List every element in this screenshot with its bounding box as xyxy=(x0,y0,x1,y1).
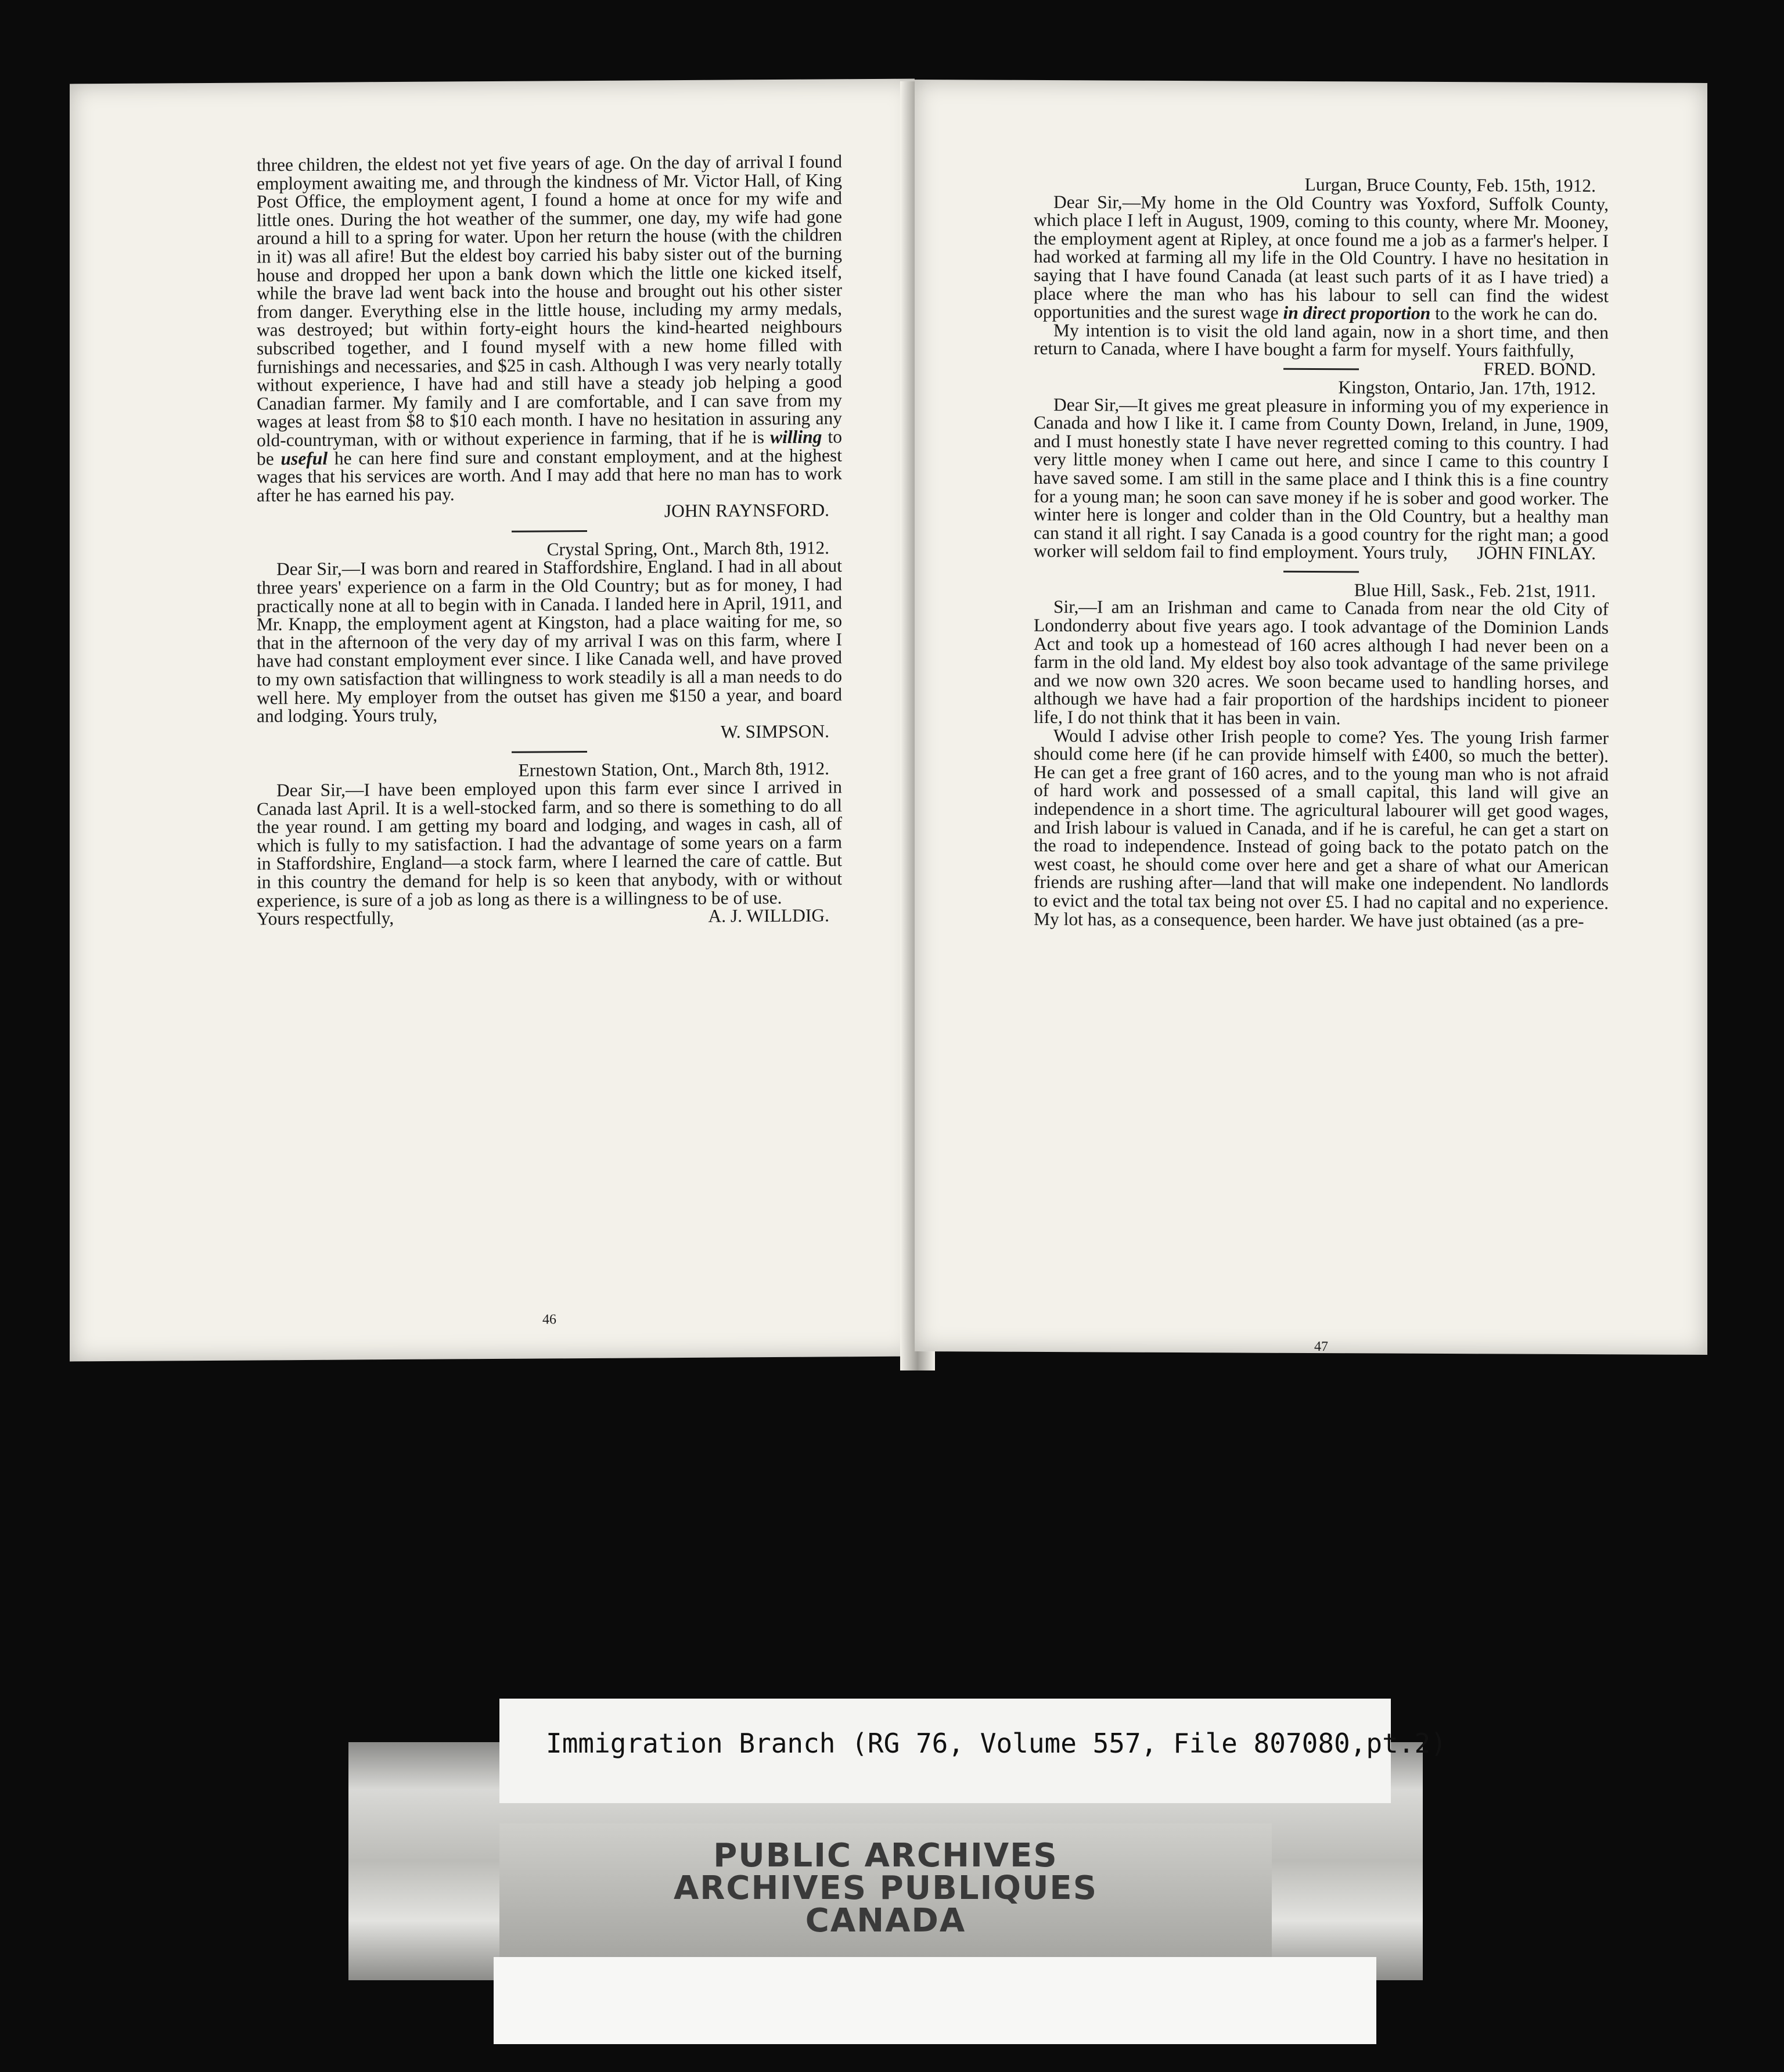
closing-phrase: Yours respectfully, xyxy=(257,908,394,929)
finlay-letter-body: Dear Sir,—It gives me great pleasure in informing you of my experience in Canada and how I like it. I came from County Down, Ireland, in June, 1909, and I must honestly state I have never regretted coming to this country. I had very little money when I came out here, and since I came to this country I have saved some. I am still in the same place and I think this is a fine country for a young man; he soon can save money if he is sober and good worker. The winter here is longer and colder than in the Old Country, but a healthy man can stand it all right. I say Canada is a good country for the right man; a good worker will seldom fail to find employment. Yours truly, JOHN FINLAY. xyxy=(1034,394,1609,564)
signature-raynsford: JOHN RAYNSFORD. xyxy=(664,499,829,521)
dateline-crystal-spring: Crystal Spring, Ont., March 8th, 1912. xyxy=(546,537,829,560)
stamp-line-1: PUBLIC ARCHIVES xyxy=(713,1837,1058,1875)
simpson-letter-body: Dear Sir,—I was born and reared in Staffordshire, England. I had in all about three years' experience on a farm in the Old Country; but as for money, I had practically none at all to begin with in Canada. I landed here in April, 1911, and Mr. Knapp, the employment agent at Kingston, had a place waiting for me, so that in the afternoon of the very day of my arrival I was on this farm, where I have had constant employment ever since. I like Canada well, and have proved to my own satisfaction that willingness to work steadily is all a man needs to do well here. My employer from the outset has given me $150 a year, and board and lodging. Yours truly, xyxy=(257,555,842,726)
open-book xyxy=(70,81,1707,1359)
irishman-letter-continued: Would I advise other Irish people to come? Yes. The young Irish farmer should come here (if he can provide himself with £400, so much the better). He can get a free grant of 160 acres, and to the young man who is not afraid of hard work and possessed of a small capital, this land will give an independence in a short time. The agricultural labourer will get good wages, and Irish labour is valued in Canada, and if he is careful, he can get a start on the road to independence. Instead of going back to the potato patch on the west coast, he should come over here and get a share of what our American friends are rushing after—land that will make one independent. No landlords to evict and the total tax being not over £5. I had no capital and no experience. My lot has, as a consequence, been harder. We have just obtained (as a pre- xyxy=(1034,725,1609,931)
irishman-letter-body: Sir,—I am an Irishman and came to Canada from near the old City of Londonderry about five years ago. I took advantage of the Dominion Lands Act and took up a homestead of 160 acres although I had never been on a farm in the old land. My eldest boy also took advantage of the same privilege and we now own 320 acres. We soon became used to handling horses, and although we have had a fair proportion of the hardships incident to pioneer life, I do not think that it has been in vain. xyxy=(1034,596,1609,729)
archive-reference-text: Immigration Branch (RG 76, Volume 557, File 807080,pt.2) xyxy=(546,1728,1447,1759)
signature-willdig: A. J. WILLDIG. xyxy=(708,905,829,926)
divider xyxy=(512,530,587,533)
signature-finlay: JOHN FINLAY. xyxy=(1477,542,1596,564)
divider xyxy=(1283,368,1359,370)
signature-bond: FRED. BOND. xyxy=(1483,358,1596,380)
page-number-left: 46 xyxy=(542,1312,556,1328)
left-page xyxy=(70,79,915,1362)
dateline-kingston: Kingston, Ontario, Jan. 17th, 1912. xyxy=(1338,377,1596,399)
signature-simpson: W. SIMPSON. xyxy=(720,721,829,742)
bond-letter-body: Dear Sir,—My home in the Old Country was Yoxford, Suffolk County, which place I left in August, 1909, coming to this county, where Mr. Mooney, the employment agent at Ripley, at once found me a job as a farmer's helper. I had worked at farming all my life in the Old Country. I have no hesitation in saying that I have found Canada (at least such parts of it as I have tried) a place where the man who has his labour to sell can find the widest opportunities and the surest wage in direct proportion to the work he can do. xyxy=(1034,191,1609,325)
divider xyxy=(1283,571,1359,573)
emphasis-direct-proportion: in direct proportion xyxy=(1283,302,1431,324)
dateline-lurgan: Lurgan, Bruce County, Feb. 15th, 1912. xyxy=(1304,174,1596,196)
stamp-line-2: ARCHIVES PUBLIQUES xyxy=(673,1869,1098,1907)
dateline-blue-hill: Blue Hill, Sask., Feb. 21st, 1911. xyxy=(1354,580,1596,602)
divider xyxy=(512,751,587,753)
blank-card xyxy=(494,1957,1376,2044)
raynsford-letter-body: three children, the eldest not yet five years of age. On the day of arrival I found employment awaiting me, and through the kindness of Mr. Victor Hall, of King Post Office, the employment agent, I found a home at once for my wife and little ones. During the hot weather of the summer, one day, my wife had gone around a hill to a spring for water. Upon her return the house (with the children in it) was all afire! But the eldest boy carried his baby sister out of the burning house and dropped her upon a bank down which the little one kicked itself, while the brave lad went back into the house and brought out his other sister from danger. Everything else in the little house, including my army medals, was destroyed; but within forty-eight hours the kind-hearted neighbours subscribed together, and I found myself with a new home filled with furnishings and necessaries, and $25 in cash. Although I was very nearly totally without experience, I have had and still have a steady job helping a good Canadian farmer. My family and I are comfortable, and I can save from my wages at least from $8 to $10 each month. I have no hesitation in assuring any old-countryman, with or without experience in farming, that if he is willing to be useful he can here find sure and constant employment, and at the highest wages that his services are worth. And I may add that here no man has to work after he has earned his pay. xyxy=(257,151,843,506)
page-number-right: 47 xyxy=(1314,1339,1328,1355)
dateline-ernestown: Ernestown Station, Ont., March 8th, 1912. xyxy=(518,758,829,781)
archive-reference-label xyxy=(499,1699,1447,1803)
willdig-letter-body: Dear Sir,—I have been employed upon this farm ever since I arrived in Canada last April. It is a well-stocked farm, and so there is something to do all the year round. I am getting my board and lodging, and wages in cash, all of which is fully to my satisfaction. I had the advantage of some years on a farm in Staffordshire, England—a stock farm, where I learned the care of cattle. But in this country the demand for help is so keen that anybody, with or without experience, is sure of a job as long as there is a willingness to be of use. xyxy=(257,776,842,911)
emphasis-useful: useful xyxy=(280,448,328,469)
right-page xyxy=(915,80,1707,1355)
emphasis-willing: willing xyxy=(770,426,822,447)
stamp-line-3: CANADA xyxy=(805,1902,966,1940)
bond-letter-closing: My intention is to visit the old land again, now in a short time, and then return to Canada, where I have bought a farm for myself. Yours faithfully, FRED. BOND. xyxy=(1034,319,1609,380)
left-page-text xyxy=(257,152,842,928)
right-page-text xyxy=(1034,174,1609,930)
willdig-closing-line xyxy=(257,906,842,928)
archive-stamp xyxy=(499,1823,1272,1957)
